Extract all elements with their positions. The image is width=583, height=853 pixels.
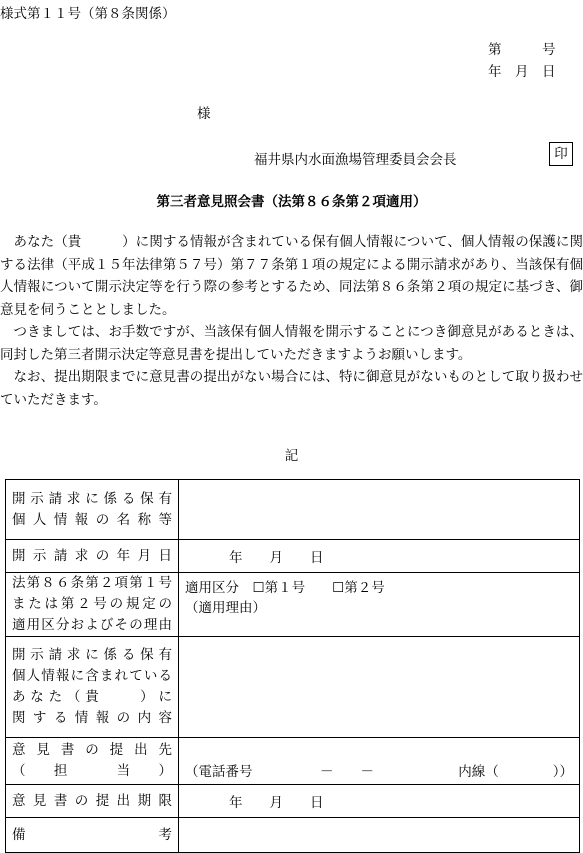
table-row [6, 480, 580, 540]
addressee-suffix: 様 [197, 106, 211, 122]
table-row [6, 785, 580, 818]
seal-box: 印 [549, 142, 573, 166]
info-table [5, 479, 580, 853]
form-number: 様式第１１号（第８条関係） [0, 6, 176, 22]
row-label-info-name: 開示請求に係る保有 個人情報の名称等 [6, 480, 179, 540]
document-date: 年 月 日 [488, 64, 556, 80]
row-label-deadline: 意見書の提出期限 [6, 785, 179, 818]
extension-field: 内線（ ）） [458, 764, 573, 780]
phone-number-field: （電話番号 － － [185, 764, 374, 780]
row-label-submission-contact: 意見書の提出先 （ 担 当 ） [6, 738, 179, 785]
body-paragraph-3: なお、提出期限までに意見書の提出がない場合には、特に御意見がないものとして取り扱わせていただきます。 [0, 369, 583, 408]
ki-heading: 記 [284, 448, 299, 464]
row-value-applicable-category: 適用区分 ☐第１号 ☐第２号 （適用理由） [179, 573, 580, 637]
row-value-request-date: 年 月 日 [179, 540, 580, 573]
row-value-remarks [179, 818, 580, 853]
row-value-deadline: 年 月 日 [179, 785, 580, 818]
row-value-info-name [179, 480, 580, 540]
row-label-remarks: 備 考 [6, 818, 179, 853]
body-paragraph-1: あなた（貴 ）に関する情報が含まれている保有個人情報について、個人情報の保護に関する法律（平成１５年法律第５７号）第７７条第１項の規定による開示請求があり、当該保有個人情報について開示決定等を行う際の参考とするため、同法第８６条第２項の規定に基づき、御意見を伺うこととしました。 [0, 234, 583, 318]
table-row [6, 573, 580, 637]
table-row [6, 540, 580, 573]
row-label-applicable-category: 法第８６条第２項第１号 または第２号の規定の 適用区分およびその理由 [6, 573, 179, 637]
document-number: 第 号 [488, 42, 556, 58]
body-paragraph-2: つきましては、お手数ですが、当該保有個人情報を開示することにつき御意見があるときは、同封した第三者開示決定等意見書を提出していただきますようお願いします。 [0, 324, 583, 363]
body-text [0, 231, 583, 411]
sender-name: 福井県内水面漁場管理委員会会長 [254, 152, 457, 168]
table-row [6, 738, 580, 785]
row-label-info-content: 開示請求に係る保有 個人情報に含まれている あなた（貴 ）に 関する情報の内容 [6, 637, 179, 738]
row-value-info-content [179, 637, 580, 738]
row-label-request-date: 開示請求の年月日 [6, 540, 179, 573]
document-title: 第三者意見照会書（法第８６条第２項適用） [156, 194, 427, 210]
row-value-submission-contact [179, 738, 580, 785]
table-row [6, 637, 580, 738]
table-row [6, 818, 580, 853]
